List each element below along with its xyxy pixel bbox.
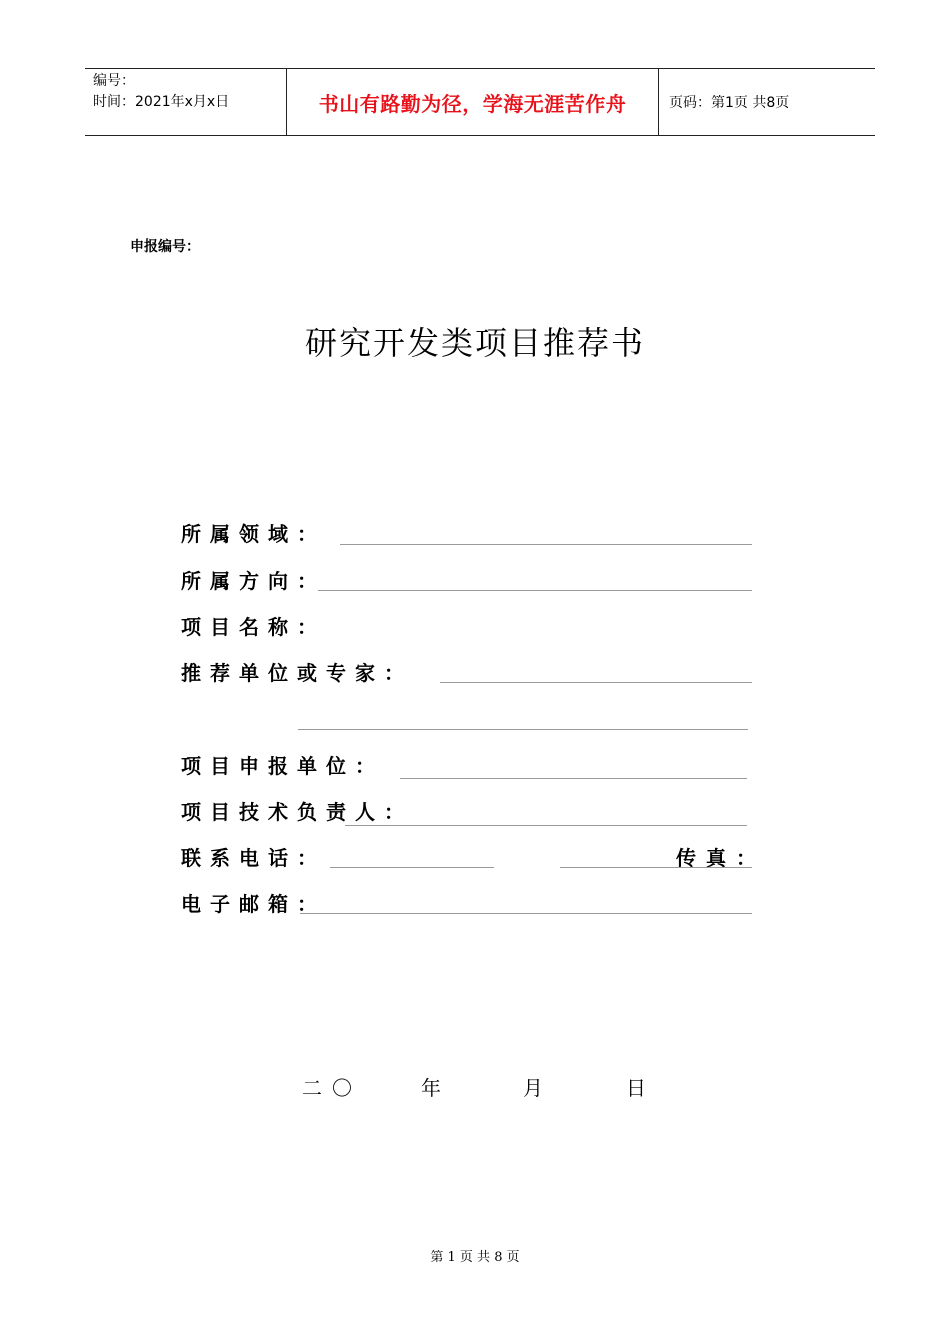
field-line-fax[interactable] xyxy=(560,867,752,868)
header-meta xyxy=(85,69,286,135)
field-line-domain[interactable] xyxy=(340,544,752,545)
date-day: 日 xyxy=(626,1076,646,1100)
field-label-phone: 联系电话： xyxy=(181,846,326,870)
field-label-domain: 所属领域： xyxy=(181,522,326,546)
field-line-applicant-unit[interactable] xyxy=(400,778,747,779)
field-label-applicant-unit: 项目申报单位： xyxy=(181,754,384,778)
date-year: 年 xyxy=(421,1076,441,1100)
header-page-number: 页码：第1页 共8页 xyxy=(669,95,790,111)
page-header xyxy=(85,68,875,136)
date-month: 月 xyxy=(523,1076,543,1100)
field-label-direction: 所属方向： xyxy=(181,569,326,593)
field-line-direction[interactable] xyxy=(318,590,752,591)
field-label-email: 电子邮箱： xyxy=(181,892,326,916)
field-line-recommender-2[interactable] xyxy=(298,729,748,730)
number-label: 编号： xyxy=(93,73,135,89)
field-label-fax: 传真： xyxy=(676,846,766,870)
field-line-phone[interactable] xyxy=(330,867,494,868)
time-label: 时间：2021年x月x日 xyxy=(93,94,230,110)
header-motto: 书山有路勤为径，学海无涯苦作舟 xyxy=(286,69,659,135)
declaration-number-label: 申报编号： xyxy=(130,239,200,255)
date-year-prefix: 二〇 xyxy=(302,1076,362,1100)
field-label-tech-lead: 项目技术负责人： xyxy=(181,800,413,824)
page-footer: 第 1 页 共 8 页 xyxy=(430,1250,520,1265)
field-line-email[interactable] xyxy=(300,913,752,914)
field-line-tech-lead[interactable] xyxy=(345,825,747,826)
document-title: 研究开发类项目推荐书 xyxy=(304,324,645,362)
field-label-project-name: 项目名称： xyxy=(181,615,326,639)
field-label-recommender: 推荐单位或专家： xyxy=(181,661,413,685)
field-line-recommender[interactable] xyxy=(440,682,752,683)
